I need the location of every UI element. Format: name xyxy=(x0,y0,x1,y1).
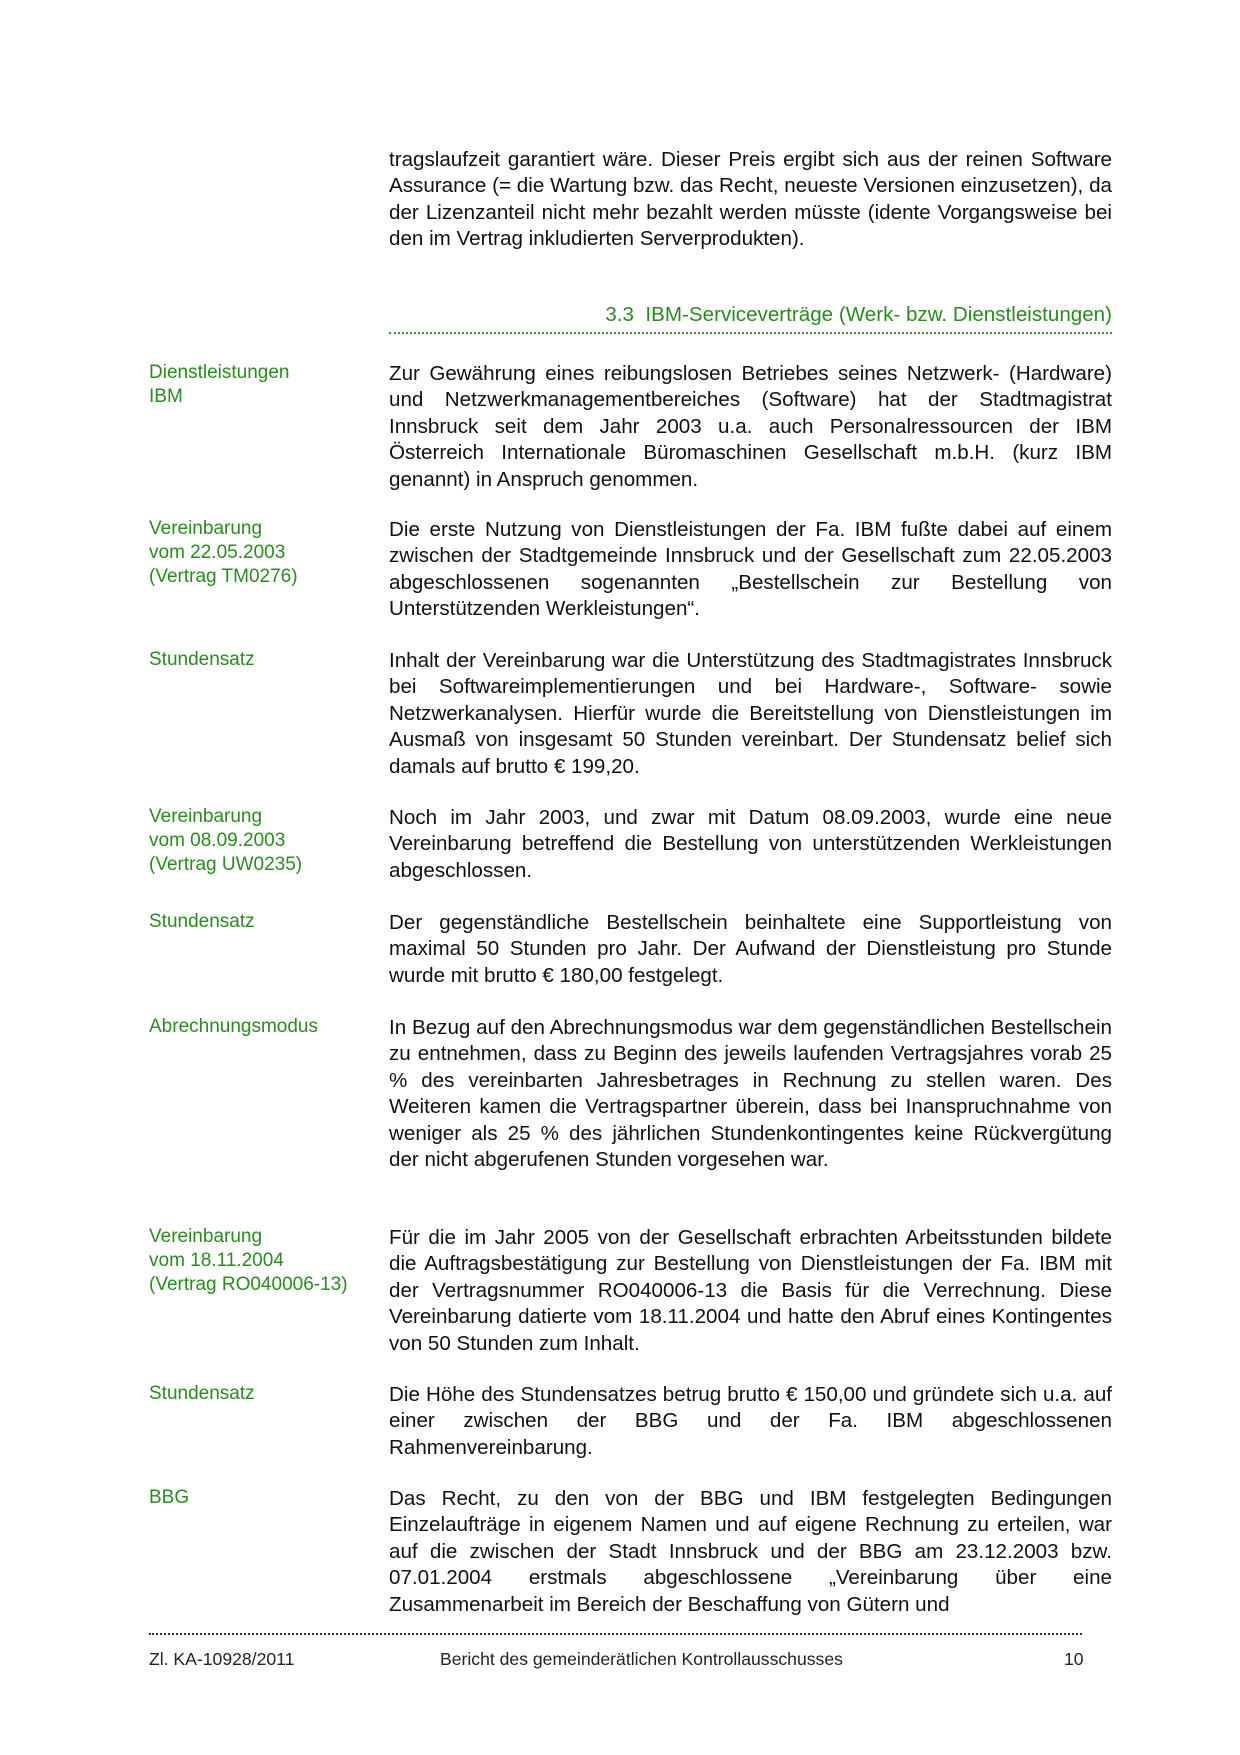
body-paragraph: Zur Gewährung eines reibungslosen Betriebes seines Netzwerk- (Hardware) und Netzwerkmanagementbereiches (Software) hat der Stadtmagistrat Innsbruck seit dem Jahr 2003 u.a. auch Personalressourcen der IBM Österreich Internationale Büromaschinen Gesellschaft m.b.H. (kurz IBM genannt) in Anspruch genommen. xyxy=(389,362,1112,491)
section-heading xyxy=(389,302,1112,334)
footer-title: Bericht des gemeinderätlichen Kontrollausschusses xyxy=(440,1649,843,1669)
margin-note: Stundensatz xyxy=(149,911,255,932)
footer-page-number: 10 xyxy=(1064,1649,1084,1669)
body-paragraph: Der gegenständliche Bestellschein beinhaltete eine Supportleistung von maximal 50 Stunden pro Jahr. Der Aufwand der Dienstleistung pro Stunde wurde mit brutto € 180,00 festgelegt. xyxy=(389,911,1112,987)
margin-note: Dienstleistungen IBM xyxy=(149,362,290,407)
margin-note: Stundensatz xyxy=(149,649,255,670)
margin-note: Vereinbarung vom 18.11.2004 (Vertrag RO040006-13) xyxy=(149,1226,348,1295)
body-paragraph: Inhalt der Vereinbarung war die Unterstützung des Stadtmagistrates Innsbruck bei Softwareimplementierungen und bei Hardware-, Software- sowie Netzwerkanalysen. Hierfür wurde die Bereitstellung von Dienstleistungen im Ausmaß von insgesamt 50 Stunden vereinbart. Der Stundensatz belief sich damals auf brutto € 199,20. xyxy=(389,649,1112,778)
margin-note: BBG xyxy=(149,1487,190,1508)
margin-note: Stundensatz xyxy=(149,1383,255,1404)
body-paragraph: Das Recht, zu den von der BBG und IBM festgelegten Bedingungen Einzelaufträge in eigenem Namen und auf eigene Rechnung zu erteilen, war auf die zwischen der Stadt Innsbruck und der BBG am 23.12.2003 bzw. 07.01.2004 erstmals abgeschlossene „Vereinbarung über eine Zusammenarbeit im Bereich der Beschaffung von Gütern und xyxy=(389,1487,1112,1616)
margin-note: Abrechnungsmodus xyxy=(149,1016,318,1037)
body-paragraph: Die Höhe des Stundensatzes betrug brutto € 150,00 und gründete sich u.a. auf einer zwischen der BBG und der Fa. IBM abgeschlossenen Rahmenvereinbarung. xyxy=(389,1383,1112,1459)
margin-note: Vereinbarung vom 08.09.2003 (Vertrag UW0235) xyxy=(149,806,303,875)
body-paragraph: Noch im Jahr 2003, und zwar mit Datum 08.09.2003, wurde eine neue Vereinbarung betreffend die Bestellung von unterstützenden Werkleistungen abgeschlossen. xyxy=(389,806,1112,882)
footer-reference: Zl. KA-10928/2011 xyxy=(149,1649,295,1669)
intro-paragraph: tragslaufzeit garantiert wäre. Dieser Preis ergibt sich aus der reinen Software Assurance (= die Wartung bzw. das Recht, neueste Versionen einzusetzen), da der Lizenzanteil nicht mehr bezahlt werden müsste (idente Vorgangsweise bei den im Vertrag inkludierten Serverprodukten). xyxy=(389,148,1112,251)
body-paragraph: In Bezug auf den Abrechnungsmodus war dem gegenständlichen Bestellschein zu entnehmen, dass zu Beginn des jeweils laufenden Vertragsjahres vorab 25 % des vereinbarten Jahresbetrages in Rechnung zu stellen waren. Des Weiteren kamen die Vertragspartner überein, dass bei Inanspruchnahme von weniger als 25 % des jährlichen Stundenkontingentes keine Rückvergütung der nicht abgerufenen Stunden vorgesehen war. xyxy=(389,1016,1112,1172)
body-paragraph: Für die im Jahr 2005 von der Gesellschaft erbrachten Arbeitsstunden bildete die Auftragsbestätigung zur Bestellung von Dienstleistungen der Fa. IBM mit der Vertragsnummer RO040006-13 die Basis für die Verrechnung. Diese Vereinbarung datierte vom 18.11.2004 und hatte den Abruf eines Kontingentes von 50 Stunden zum Inhalt. xyxy=(389,1226,1112,1355)
section-number: 3.3 xyxy=(605,303,634,326)
footer-divider xyxy=(149,1633,1082,1635)
margin-note: Vereinbarung vom 22.05.2003 (Vertrag TM0276) xyxy=(149,518,298,587)
body-paragraph: Die erste Nutzung von Dienstleistungen der Fa. IBM fußte dabei auf einem zwischen der Stadtgemeinde Innsbruck und der Gesellschaft zum 22.05.2003 abgeschlossenen sogenannten „Bestellschein zur Bestellung von Unterstützenden Werkleistungen“. xyxy=(389,518,1112,621)
section-title: IBM-Serviceverträge (Werk- bzw. Dienstleistungen) xyxy=(645,303,1112,326)
